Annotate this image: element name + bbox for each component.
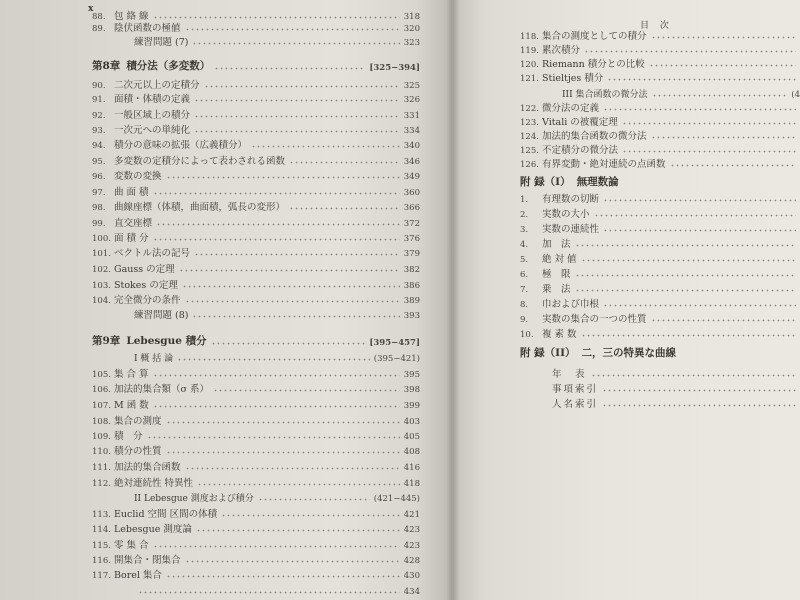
toc-leader-dots	[138, 591, 400, 594]
toc-entry-title: 零 集 合	[114, 540, 149, 551]
toc-entry-number: 109.	[92, 432, 111, 442]
toc-page-number: [395−457]	[369, 338, 420, 348]
toc-chapter-row	[92, 334, 420, 348]
toc-leader-dots	[197, 483, 400, 486]
toc-entry-title: III 集合函数の微分法	[562, 90, 648, 100]
toc-entry-row	[520, 311, 800, 325]
toc-entry-number: 112.	[92, 479, 111, 489]
toc-leader-dots	[192, 315, 399, 318]
toc-entry-title: 極 限	[542, 269, 571, 280]
toc-entry-row	[92, 184, 420, 198]
toc-entry-row	[112, 34, 420, 48]
toc-entry-number: 115.	[92, 541, 111, 551]
toc-leader-dots	[581, 259, 796, 262]
toc-entry-row	[92, 199, 420, 213]
toc-entry-number: 89.	[92, 24, 106, 34]
toc-entry-row	[92, 428, 420, 442]
toc-entry-title: 事項索引	[552, 384, 599, 395]
toc-leader-dots	[194, 115, 400, 118]
toc-entry-number: 98.	[92, 203, 106, 213]
toc-entry-row	[92, 215, 420, 229]
toc-leader-dots	[591, 374, 796, 377]
toc-entry-title: 練習問題 (8)	[134, 310, 189, 321]
toc-section-row	[112, 490, 420, 504]
toc-page-number: 372	[403, 219, 420, 229]
toc-leader-dots	[649, 64, 796, 67]
toc-leader-dots	[289, 207, 400, 210]
toc-entry-number: 96.	[92, 172, 106, 182]
toc-page-number: 326	[403, 95, 420, 105]
toc-entry-row	[530, 381, 800, 395]
toc-entry-title: 二，三の特異な曲線	[581, 347, 676, 359]
toc-page-number: 323	[403, 38, 420, 48]
toc-entry-title: 包 絡 線	[114, 11, 149, 22]
toc-entry-row	[112, 583, 420, 597]
book-gutter	[446, 0, 460, 600]
toc-leader-dots	[214, 67, 365, 70]
toc-entry-row	[530, 396, 800, 410]
toc-page-number: 331	[403, 111, 420, 121]
toc-entry-title: 曲 面 積	[114, 187, 149, 198]
toc-entry-number: 103.	[92, 281, 111, 291]
toc-entry-row	[92, 381, 420, 395]
toc-page-number: 403	[403, 417, 420, 427]
toc-leader-dots	[153, 238, 400, 241]
toc-entry-title: I 概 括 論	[134, 354, 174, 364]
toc-entry-number: 6.	[520, 270, 529, 280]
toc-leader-dots	[194, 130, 400, 133]
toc-entry-title: 無理数論	[576, 176, 619, 188]
toc-entry-title: 一次元への単純化	[114, 125, 191, 136]
toc-leader-dots	[185, 467, 400, 470]
toc-entry-title: II Lebesgue 測度および積分	[134, 494, 254, 504]
toc-leader-dots	[147, 436, 400, 439]
toc-entry-number: 106.	[92, 385, 111, 395]
toc-leader-dots	[153, 374, 400, 377]
toc-page-number: 405	[403, 432, 420, 442]
toc-entry-number: 3.	[520, 225, 529, 235]
toc-leader-dots	[652, 94, 788, 97]
toc-entry-number: 116.	[92, 556, 111, 566]
toc-entry-title: 実数の集合の一つの性質	[542, 314, 647, 325]
toc-entry-title: 絶対連続性 特異性	[114, 478, 194, 489]
toc-page-number: 430	[403, 571, 420, 581]
toc-entry-row	[92, 137, 420, 151]
toc-page-number: 320	[403, 24, 420, 34]
toc-entry-title: 積分の意味の拡張（広義積分）	[114, 140, 248, 151]
toc-page-number: 366	[403, 203, 420, 213]
toc-entry-row	[520, 326, 800, 340]
toc-entry-row	[520, 221, 800, 235]
toc-section-row	[540, 86, 800, 100]
toc-chapter-row	[92, 59, 420, 73]
toc-leader-dots	[166, 451, 400, 454]
toc-entry-number: 117.	[92, 571, 111, 581]
toc-entry-row	[520, 70, 800, 84]
toc-leader-dots	[575, 244, 796, 247]
toc-entry-number: 4.	[520, 240, 529, 250]
toc-entry-number: 附 録（II）	[520, 347, 576, 359]
toc-entry-row	[92, 475, 420, 489]
toc-entry-title: 不定積分の微分法	[542, 145, 619, 156]
toc-chapter-row	[520, 175, 800, 189]
toc-entry-number: 第9章	[92, 335, 121, 347]
toc-entry-row	[520, 56, 800, 70]
toc-leader-dots	[221, 514, 400, 517]
toc-entry-row	[92, 153, 420, 167]
toc-entry-title: 集合の測度	[114, 416, 162, 427]
toc-entry-title: 複 素 数	[542, 329, 577, 340]
toc-leader-dots	[182, 285, 400, 288]
toc-entry-number: 8.	[520, 300, 529, 310]
toc-entry-number: 95.	[92, 157, 106, 167]
toc-entry-row	[92, 443, 420, 457]
toc-entry-row	[92, 292, 420, 306]
toc-page-number: 325	[403, 81, 420, 91]
toc-entry-title: 曲線座標（体積，曲面積，弧長の変形）	[114, 202, 286, 213]
toc-leader-dots	[258, 498, 370, 501]
toc-entry-number: 120.	[520, 60, 539, 70]
toc-page-number: 416	[403, 463, 420, 473]
toc-entry-title: 絶 対 値	[542, 254, 577, 265]
toc-entry-title: 二次元以上の定積分	[114, 80, 200, 91]
toc-entry-title: 実数の大小	[542, 209, 590, 220]
toc-entry-title: Riemann 積分との比較	[542, 59, 645, 70]
toc-entry-title: M 函 数	[114, 400, 149, 411]
toc-entry-number: 第8章	[92, 60, 121, 72]
toc-entry-title: 積分の性質	[114, 446, 162, 457]
toc-entry-row	[92, 552, 420, 566]
toc-page-number: (421−445)	[373, 494, 420, 504]
left-page-marker: x	[88, 4, 94, 14]
toc-entry-title: 練習問題 (7)	[134, 37, 189, 48]
toc-leader-dots	[651, 319, 796, 322]
toc-entry-row	[92, 77, 420, 91]
toc-entry-row	[520, 251, 800, 265]
toc-leader-dots	[651, 36, 796, 39]
toc-entry-row	[520, 128, 800, 142]
toc-leader-dots	[156, 223, 400, 226]
toc-entry-title: Lebesgue 積分	[126, 335, 207, 347]
toc-leader-dots	[185, 300, 400, 303]
toc-entry-title: 多変数の定積分によって表わされる函数	[114, 156, 286, 167]
toc-chapter-row	[520, 346, 800, 360]
toc-entry-row	[92, 537, 420, 551]
toc-leader-dots	[575, 289, 796, 292]
toc-entry-title: Borel 集合	[114, 570, 162, 581]
toc-page-number: [325−394]	[369, 63, 420, 73]
toc-entry-number: 113.	[92, 510, 111, 520]
toc-entry-number: 2.	[520, 210, 529, 220]
toc-leader-dots	[622, 122, 796, 125]
toc-entry-title: 開集合・閉集合	[114, 555, 181, 566]
toc-entry-title: 有界変動・絶対連続の点函数	[542, 159, 666, 170]
toc-entry-number: 122.	[520, 104, 539, 114]
toc-entry-row	[92, 261, 420, 275]
toc-entry-number: 118.	[520, 32, 539, 42]
toc-page-number: 349	[403, 172, 420, 182]
toc-page-number: 399	[403, 401, 420, 411]
toc-entry-number: 7.	[520, 285, 529, 295]
toc-entry-row	[92, 413, 420, 427]
toc-entry-row	[92, 521, 420, 535]
toc-entry-title: 乗 法	[542, 284, 571, 295]
toc-entry-title: Vitali の被覆定理	[542, 117, 618, 128]
toc-entry-number: 123.	[520, 118, 539, 128]
toc-leader-dots	[607, 78, 796, 81]
toc-page-number: 340	[403, 141, 420, 151]
toc-entry-number: 110.	[92, 447, 111, 457]
toc-entry-number: 94.	[92, 141, 106, 151]
toc-leader-dots	[204, 85, 400, 88]
toc-entry-row	[520, 114, 800, 128]
toc-leader-dots	[153, 192, 400, 195]
toc-entry-row	[92, 459, 420, 473]
toc-entry-title: 加 法	[542, 239, 571, 250]
toc-leader-dots	[575, 274, 796, 277]
toc-entry-number: 92.	[92, 111, 106, 121]
toc-entry-number: 99.	[92, 219, 106, 229]
toc-entry-title: Stieltjes 積分	[542, 73, 604, 84]
toc-entry-row	[112, 307, 420, 321]
toc-entry-row	[520, 296, 800, 310]
toc-entry-number: 91.	[92, 95, 106, 105]
toc-entry-row	[92, 245, 420, 259]
toc-entry-title: 加法的集合函数の微分法	[542, 131, 647, 142]
toc-entry-title: 完全微分の条件	[114, 295, 181, 306]
toc-page-number: 434	[403, 587, 420, 597]
toc-entry-row	[520, 266, 800, 280]
toc-page-number: 389	[403, 296, 420, 306]
toc-page-number: 428	[403, 556, 420, 566]
toc-entry-title: 累次積分	[542, 45, 581, 56]
toc-leader-dots	[196, 529, 400, 532]
toc-leader-dots	[192, 42, 399, 45]
toc-entry-title: Stokes の定理	[114, 280, 178, 291]
toc-entry-number: 93.	[92, 126, 106, 136]
toc-page-number: 318	[403, 12, 420, 22]
toc-leader-dots	[603, 229, 796, 232]
toc-entry-title: 巾および巾根	[542, 299, 600, 310]
toc-leader-dots	[153, 545, 400, 548]
toc-entry-number: 1.	[520, 195, 529, 205]
toc-page-number: 393	[403, 311, 420, 321]
toc-leader-dots	[153, 405, 400, 408]
toc-page-number: 334	[403, 126, 420, 136]
toc-page-number: 395	[403, 370, 420, 380]
toc-entry-number: 119.	[520, 46, 539, 56]
toc-entry-title: 集合の測度としての積分	[542, 31, 647, 42]
toc-leader-dots	[213, 389, 400, 392]
toc-entry-row	[92, 506, 420, 520]
toc-entry-row	[92, 277, 420, 291]
toc-entry-row	[92, 107, 420, 121]
toc-entry-number: 88.	[92, 12, 106, 22]
toc-leader-dots	[581, 334, 796, 337]
toc-entry-title: Lebesgue 測度論	[114, 524, 192, 535]
toc-leader-dots	[594, 214, 796, 217]
toc-leader-dots	[651, 136, 796, 139]
toc-page-number: 379	[403, 249, 420, 259]
toc-entry-row	[92, 230, 420, 244]
toc-leader-dots	[622, 150, 796, 153]
toc-page-number: 423	[403, 525, 420, 535]
toc-entry-title: Euclid 空間 区間の体積	[114, 509, 218, 520]
toc-entry-row	[92, 91, 420, 105]
toc-leader-dots	[603, 108, 796, 111]
toc-entry-row	[520, 156, 800, 170]
toc-entry-row	[520, 142, 800, 156]
toc-entry-row	[92, 366, 420, 380]
toc-entry-row	[530, 366, 800, 380]
toc-leader-dots	[584, 50, 796, 53]
toc-page-number: 418	[403, 479, 420, 489]
toc-entry-number: 90.	[92, 81, 106, 91]
toc-leader-dots	[603, 304, 796, 307]
toc-leader-dots	[289, 161, 400, 164]
toc-page-number: 421	[403, 510, 420, 520]
toc-page-number: 346	[403, 157, 420, 167]
toc-leader-dots	[185, 560, 400, 563]
toc-entry-number: 124.	[520, 132, 539, 142]
toc-entry-number: 107.	[92, 401, 111, 411]
toc-entry-title: 陰伏函数の極値	[114, 23, 181, 34]
toc-entry-number: 9.	[520, 315, 529, 325]
toc-entry-row	[92, 20, 420, 34]
toc-leader-dots	[602, 389, 796, 392]
toc-leader-dots	[166, 421, 400, 424]
toc-entry-title: 集 合 算	[114, 369, 149, 380]
toc-entry-title: ベクトル法の記号	[114, 248, 191, 259]
toc-entry-title: 積 分	[114, 431, 143, 442]
toc-entry-row	[520, 42, 800, 56]
toc-entry-row	[520, 206, 800, 220]
toc-page-number: (4	[791, 90, 800, 100]
toc-page-number: 376	[403, 234, 420, 244]
toc-entry-number: 111.	[92, 463, 111, 473]
toc-page-number: 386	[403, 281, 420, 291]
toc-page-number: 382	[403, 265, 420, 275]
toc-entry-title: 積分法（多変数）	[126, 60, 211, 72]
toc-leader-dots	[670, 164, 796, 167]
toc-leader-dots	[603, 199, 796, 202]
toc-entry-title: 一般区域上の積分	[114, 110, 191, 121]
toc-page-number: 398	[403, 385, 420, 395]
toc-entry-title: 加法的集合類（σ 系）	[114, 384, 210, 395]
toc-leader-dots	[185, 28, 400, 31]
toc-entry-row	[520, 281, 800, 295]
toc-entry-row	[520, 28, 800, 42]
toc-page-number: 360	[403, 188, 420, 198]
toc-entry-title: 微分法の定義	[542, 103, 600, 114]
toc-section-row	[112, 350, 420, 364]
toc-entry-number: 附 録（I）	[520, 176, 571, 188]
toc-entry-row	[520, 236, 800, 250]
toc-entry-title: 実数の連続性	[542, 224, 600, 235]
toc-entry-number: 5.	[520, 255, 529, 265]
toc-leader-dots	[153, 16, 400, 19]
toc-entry-number: 114.	[92, 525, 111, 535]
toc-entry-title: 直交座標	[114, 218, 153, 229]
toc-entry-number: 100.	[92, 234, 111, 244]
toc-entry-row	[520, 100, 800, 114]
toc-entry-number: 125.	[520, 146, 539, 156]
toc-leader-dots	[251, 145, 400, 148]
toc-entry-number: 105.	[92, 370, 111, 380]
toc-entry-number: 10.	[520, 330, 534, 340]
toc-entry-title: 変数の変換	[114, 171, 162, 182]
toc-entry-number: 102.	[92, 265, 111, 275]
toc-page-number: 408	[403, 447, 420, 457]
toc-entry-title: 年 表	[552, 369, 587, 380]
toc-leader-dots	[179, 269, 400, 272]
toc-entry-number: 126.	[520, 160, 539, 170]
toc-entry-title: 面積・体積の定義	[114, 94, 191, 105]
toc-entry-number: 97.	[92, 188, 106, 198]
toc-entry-number: 108.	[92, 417, 111, 427]
toc-entry-title: 有理数の切断	[542, 194, 600, 205]
toc-entry-row	[92, 122, 420, 136]
toc-entry-row	[92, 397, 420, 411]
toc-entry-row	[92, 567, 420, 581]
toc-leader-dots	[166, 575, 400, 578]
toc-leader-dots	[602, 404, 796, 407]
toc-entry-row	[520, 191, 800, 205]
toc-entry-title: Gauss の定理	[114, 264, 175, 275]
toc-entry-row	[92, 168, 420, 182]
right-running-head: 目 次	[640, 21, 673, 31]
toc-entry-number: 104.	[92, 296, 111, 306]
toc-leader-dots	[166, 176, 400, 179]
toc-leader-dots	[211, 342, 366, 345]
toc-leader-dots	[194, 99, 400, 102]
toc-leader-dots	[177, 358, 370, 361]
toc-entry-number: 101.	[92, 249, 111, 259]
toc-page-number: (395−421)	[373, 354, 420, 364]
toc-entry-title: 加法的集合函数	[114, 462, 181, 473]
toc-entry-number: 121.	[520, 74, 539, 84]
toc-entry-title: 人名索引	[552, 399, 599, 410]
toc-leader-dots	[194, 253, 400, 256]
toc-entry-title: 面 積 分	[114, 233, 149, 244]
toc-page-number: 423	[403, 541, 420, 551]
